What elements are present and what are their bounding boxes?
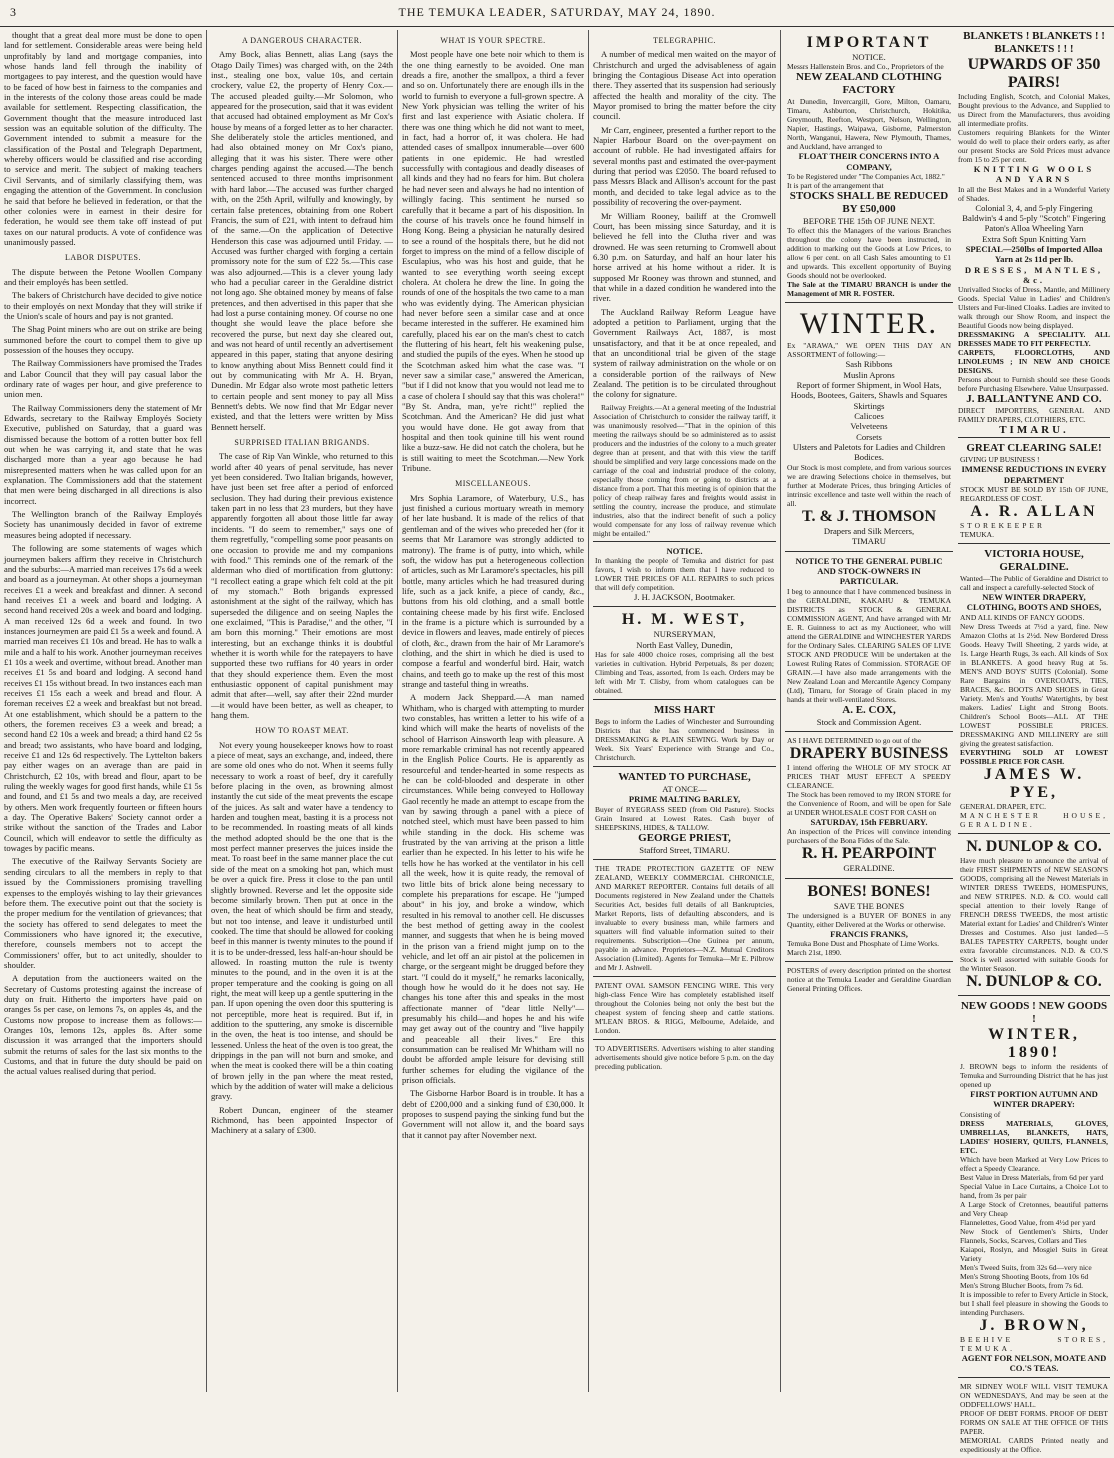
- ad-body: I intend offering the WHOLE OF MY STOCK AT PRICES THAT MUST EFFECT A SPEEDY CLEARANCE.: [787, 762, 951, 790]
- ad-title: WINTER, 1890!: [988, 1025, 1080, 1061]
- ad-body: Messrs Hallenstein Bros. and Co., Proprietors of the: [787, 62, 944, 72]
- ad-firm: A. R. ALLAN: [970, 503, 1098, 521]
- ad-west-nursery: [593, 606, 776, 699]
- ad-title: WINTER.: [799, 307, 939, 341]
- ad-body: MR SIDNEY WOLF WILL VISIT TEMUKA ON WEDNESDAYS, And may be seen at the ODDFELLOWS' HALL.: [960, 1382, 1108, 1410]
- ad-signature: J. H. JACKSON, Bootmaker.: [634, 592, 735, 603]
- paragraph: Robert Duncan, engineer of the steamer Richmond, has been appointed Inspector of Machinery at a salary of £300.: [211, 1104, 393, 1136]
- column-rule: [206, 30, 207, 1392]
- ad-subheading: KNITTING WOOLS AND YARNS: [973, 164, 1095, 185]
- ad-title: MISS HART: [653, 704, 716, 717]
- article-lead: thought that a great deal more must be done to open land for settlement. Considerable areas were being held unprofitably by land and mortgage companies, into whose hands land fell through the inability of mortgagees to pay interest, and the question would have to be faced of how best in fairness to the companies and in the interests of the colony those areas could be made available for settlement. Respecting classification, the Government thought that the measure introduced last session was an equitable solution of the difficulty. The Government intended to submit a measure for the classification of the Postal and Telegraph Department, whereby officers would be classified and rise according to service and merit. The subject of making teachers Civil Servants, and of similarly classifying them, was engaging the attention of the Government. In conclusion he said that before he believed in federation, or that the other colonies were in earnest in their desire for federation, he would see them take off instead of put taxes on our natural products. A vote of confidence was unanimously passed.: [4, 30, 202, 247]
- ad-name: FRANCIS FRANKS,: [830, 928, 908, 939]
- ad-body: EVERYTHING SOLD AT LOWEST POSSIBLE PRICE FOR CASH.: [960, 747, 1108, 766]
- column-3: [402, 30, 584, 1392]
- ad-hallenstein: [785, 30, 953, 302]
- ad-body: MEMORIAL CARDS Printed neatly and expeditiously at the Office.: [960, 1436, 1108, 1455]
- ad-title: VICTORIA HOUSE, GERALDINE.: [984, 548, 1084, 574]
- ad-heading: NOTICE.: [666, 545, 703, 556]
- ad-brown-beehive: [958, 995, 1110, 1377]
- ad-body: Buyer of RYEGRASS SEED (from Old Pasture). Stocks Grain Insured at Lowest Rates. Cash buyer of SHEEPSKINS, HIDES, & TALLOW.: [595, 804, 774, 832]
- ad-body: Unrivalled Stocks of Dress, Mantle, and Millinery Goods. Special Value in Ladies' and Children's Ulsters and Fur-lined Cloaks. Ladies are invited to walk through our Show Room, and inspect the Beautiful Goods now being displayed.: [958, 285, 1110, 331]
- ad-body: Has for sale 4000 choice roses, comprising all the best varieties in cultivation. Hybrid Perpetuals, 8s per dozen; Climbing and Teas, assorted, from 1s each. Orders may be left with Mr T. Clisby, from whom catalogues can be obtained.: [595, 650, 774, 696]
- ad-body: PROOF OF DEBT FORMS. PROOF OF DEBT FORMS ON SALE AT THE OFFICE OF THIS PAPER.: [960, 1409, 1108, 1437]
- ad-body: DRESSMAKING A SPECIALITY. ALL DRESSES MADE TO FIT PERFECTLY.: [958, 330, 1110, 349]
- ad-item: PRIME MALTING BARLEY,: [628, 794, 741, 805]
- ad-item: Flannelettes, Good Value, from 4½d per yard: [960, 1217, 1096, 1227]
- column-rule: [780, 30, 781, 1392]
- ad-body: Our Stock is most complete, and from various sources we are drawing Selections choice in themselves, but further at Moderate Prices, thus bringing Articles of intrinsic excellence and taste well within the reach of all.: [787, 462, 951, 508]
- ad-firm: J. BROWN,: [979, 1316, 1089, 1334]
- paragraph: Not every young housekeeper knows how to roast a piece of meat, says an exchange, and, indeed, there are some old ones who do not. When it seems fully necessary to work a roast of beef, dry it carefully before placing in the oven, as browning almost instantly the cut side of the meat prevents the escape of the juices. As salt and water have a tendency to harden and toughen meat, basting it is a process not to be recommended. In roasting meats of all kinds the method adopted should be the one that is the most perfect manner preserves the juices inside the meat. To roast beef in the same manner place the cut side of the meat on a smoking hot pan, which must be over a quick fire. Press it close to the pan until slightly browned. Reverse and let the opposite side become similarly brown. Then put at once in the oven, the heat of which should be firm and steady, but not too intense, and leave it undisturbed until cooked. The time that should be allowed for cooking beef in this manner is twenty minutes to the pound if it is to be under-dressed, less half-an-hour should be allowed. In roasting mutton the rule is twenty minutes to the pound, and in the oven it is at the proper temperature and the cooking is going on all right, the meat will keep up a gentle sputtering in the pan. If upon opening the oven door this sputtering is not perceptible, more heat is required. But if, in addition to the sputtering, any smoke is discernible in the oven, the heat is too intense, and should be lessened. Unless the heat of the oven is too great, the drippings in the pan will not burn and smoke, and when the meat is cooked there will be a thin coating of brown jelly in the pan where the meat rested, which by the addition of water will make a delicious gravy.: [211, 739, 393, 1102]
- paragraph: The Railway Commissioners have promised the Trades and Labor Council that they will pay casual labor the ordinary rate of wages per hour, and give preference to union men.: [4, 358, 202, 400]
- ad-body: Including English, Scotch, and Colonial Makes, Bought previous to the Advance, and Supplied to us Direct from the Manufacturers, thus avoiding all intermediate profits.: [958, 92, 1110, 128]
- ad-highlight: FLOAT THEIR CONCERNS INTO A COMPANY,: [798, 151, 940, 172]
- ad-title: GREAT CLEARING SALE!: [966, 442, 1102, 455]
- ad-subheading: AT ONCE—: [662, 784, 707, 795]
- ad-drapery-business: [785, 731, 953, 878]
- ad-firm: NEW ZEALAND CLOTHING FACTORY: [796, 71, 942, 97]
- masthead-title: THE TEMUKA LEADER, SATURDAY, MAY 24, 1890.: [398, 5, 716, 19]
- column-5: [785, 30, 953, 1392]
- ad-body: The undersigned is a BUYER OF BONES in any Quantity, either Delivered at the Works or otherwise.: [787, 910, 951, 929]
- ad-dunlop: [958, 833, 1110, 995]
- page-number: 3: [10, 5, 17, 19]
- ad-body: DRESS MATERIALS, GLOVES, UMBRELLAS, BLANKETS, HATS, LADIES' HOSIERY, QUILTS, FLANNELS, ETC.: [960, 1118, 1108, 1155]
- heading-spectre: WHAT IS YOUR SPECTRE.: [440, 36, 546, 45]
- ad-item: Muslin Aprons: [843, 369, 895, 380]
- ad-body: New Dress Tweeds at 7½d a yard, fine. New Amazon Cloths at 1s 2½d. New Bordered Dress Goods. Heavy Twill Sheeting, 2 yards wide, at 1s. Large Hearth Rugs, 3s each. All kinds of Sox in BLANKETS. A good heavy Rug at 5s. MEN'S AND BOYS' SUITS (Colonial). Some Rare Bargains in OVERCOATS, TIES, BRACES, &c. BOOTS AND SHOES in Great Variety. Men's and Youths' Watertights, by best makers. Ladies' Light and Strong Boots. Children's School Boots—ALL AT THE LOWEST POSSIBLE PRICES. DRESSMAKING AND MILLINERY are still giving the greatest satisfaction.: [960, 621, 1108, 748]
- paragraph: The executive of the Railway Servants Society are sending circulars to all the members in reply to that issued by the Commissioners promising travelling expenses to the employés wishing to lay their grievances before them. The executive point out that the society is the proper medium for the ventilation of grievances; that the society has offered to send delegates to meet the Commissioners who have ignored it; the executive, therefore, counsels members not to accept the Commissioners' offer, but to act unitedly, shoulder to shoulder.: [4, 856, 202, 970]
- paragraph: The case of Rip Van Winkle, who returned to this world after 40 years of penal servitude, has never yet been considered. Two Italian brigands, however, have just been set free after a period of enforced seclusion. They had during their previous existence taken part in no less that 23 murders, but they have apparently forgotten all about those little far away incidents. "I do seem to remember," says one of them regretfully, "compelling some poor peasants on one occasion to provide me and my companions with food." This reminds one of the remark of the alderman who died of mortification from gluttony: "I recollect eating a grape which felt cold at the pit of my stomach." Both brigands expressed astonishment at the sight of the railway, which has superseded the diligence and on seeing Naples the one exclaimed, "This is Paradise," and the other, "I am born this morning." Their emotions are most interesting, but an exchange thinks it is doubtful whether it is worth while for the ratepayers to have supported these two ruffians for 40 years in order that they should experience them. Even the most enthusiastic opponent of capital punishment may admit that after—well, say after their 22nd murder—it would have been better, as well as cheaper, to hang them.: [211, 451, 393, 720]
- ad-posters: [785, 961, 953, 997]
- paragraph: The Shag Point miners who are out on strike are being summoned before the court to compel them to give up possession of the houses they occupy.: [4, 324, 202, 355]
- column-rule: [397, 30, 398, 1392]
- heading-italian-brigands: SURPRISED ITALIAN BRIGANDS.: [234, 438, 370, 448]
- paragraph: The Wellington branch of the Railway Employés Society has unanimously decided in favor of extreme measures being adopted if necessary.: [4, 509, 202, 540]
- ad-item: Baldwin's 4 and 5-ply "Scotch" Fingering: [962, 213, 1106, 224]
- ad-title: BONES! BONES!: [807, 882, 931, 900]
- ad-subtitle: GIVING UP BUSINESS !: [960, 455, 1040, 465]
- ad-item: Special Value in Lace Curtains, a Choice Lot to hand, from 3s per pair: [960, 1181, 1108, 1200]
- ad-firm: N. DUNLOP & CO.: [966, 972, 1102, 990]
- ad-address: Temuka Bone Dust and Phosphate of Lime Works.: [787, 939, 940, 949]
- ad-subtitle: Drapers and Silk Mercers,: [823, 525, 915, 536]
- ad-fence-wire: [593, 976, 776, 1039]
- ad-item: New Stock of Gentlemen's Shirts, Under Flannels, Socks, Scarves, Collars and Ties: [960, 1226, 1108, 1245]
- ad-town: BEEHIVE STORES, TEMUKA.: [960, 1334, 1108, 1353]
- ad-firm: JAMES W. PYE,: [983, 765, 1085, 801]
- ad-item: Men's Tweed Suits, from 32s 6d—very nice: [960, 1262, 1092, 1272]
- ad-body: The Stock has been removed to my IRON STORE for the Convenience of Room, and will be open for Sale at UNDER WHOLESALE COST FOR CASH on: [787, 789, 951, 817]
- ad-town: MANCHESTER HOUSE, GERALDINE.: [960, 810, 1108, 829]
- ad-subtitle: NURSERYMAN,: [653, 629, 716, 640]
- ad-highlight: IMMENSE REDUCTIONS IN EVERY DEPARTMENT: [961, 464, 1107, 485]
- masthead: [0, 0, 1114, 27]
- ad-firm: T. & J. THOMSON: [801, 507, 937, 525]
- paragraph: Most people have one bete noir which to them is the one thing earnestly to be avoided. One man dreads a fire, another the smallpox, a third a fever and so on. Unfortunately there are enough ills in the world to furnish to everyone a full-grown spectre. A New York physician was telling the writer of his first and last experience with Asiatic cholera. If there was one thing which he did not want to meet, in fact, had a horror of, it was cholera. He had attended cases of smallpox innumerable—over 600 patients in one epidemic. He had wrestled successfully with contagious and deadly diseases of all kinds and they had no fears for him. But cholera he had never seen and always he had no intention of willingly facing. This sentiment he nursed so carefully that it became a part of his disposition. In the course of his travels once he found himself in Hong Kong. Being a physician he naturally desired to see a round of the hospitals there, but he did not forget to impress on the mind of a fellow disciple of Esculapius, who was his host and guide, that he wanted to see everything worth seeing except cholera. At cholera he drew the line. In going the rounds of one of the hospitals the two came to a man who was evidently dying. The American physician had never before seen a similar case and at once became interested in the sufferer. He examined him carefully, placed his ear on the man's chest to catch the fluttering of his heart, felt his weakening pulse, and studied the pupils of the eyes. When he stood up the Scotchman asked him what the case was. "I never saw a similar case," answered the American, "but if I did not know that you would not lead me to a case of cholera I should say that this was cholera!" "By St. Andra, man, ye're richt!" replied the Scotchman. And the American? He did just what you would have done. He got away from that hospital and then took quinine till his went round like a buzz-saw. He did not catch the cholera, but he is still waiting to meet the Scotchman.—New York Tribune.: [402, 49, 584, 474]
- ad-title: NEW GOODS ! NEW GOODS !: [960, 999, 1108, 1025]
- ad-date: SATURDAY, 15th FEBRUARY.: [810, 816, 928, 827]
- ad-item: Report of former Shipment, in Wool Hats, Hoods, Bootees, Gaiters, Shawls and Squares: [790, 380, 948, 401]
- ad-item: Kaiapoi, Roslyn, and Mosgiel Suits in Great Variety: [960, 1244, 1108, 1263]
- ad-miss-hart: [593, 699, 776, 766]
- ad-subtitle: NOTICE.: [852, 52, 886, 62]
- ad-body: Persons about to Furnish should see these Goods before Purchasing Elsewhere. Value Unsurpassed.: [958, 375, 1110, 394]
- ad-address: Stafford Street, TIMARU.: [639, 844, 730, 855]
- ad-trade-protection: [593, 859, 776, 976]
- ad-item: Velveteens: [850, 421, 888, 432]
- ad-firm: R. H. PEARPOINT: [801, 845, 937, 863]
- column-6: [958, 30, 1110, 1455]
- ad-subtitle: STOREKEEPER: [960, 521, 1045, 531]
- ad-item: Sash Ribbons: [845, 359, 893, 370]
- ad-body: Consisting of: [960, 1109, 1001, 1119]
- ad-town: GERALDINE.: [843, 863, 895, 874]
- ad-highlight: AGENT FOR NELSON, MOATE AND CO.'S TEAS.: [961, 1352, 1107, 1373]
- ad-body: THE TRADE PROTECTION GAZETTE OF NEW ZEALAND, WEEKLY COMMERCIAL CHRONICLE, AND MARKET REPORTER. Contains full details of all Documents registered in New Zealand under the Chattels Securities Act, besides full details of all Bankruptcies, Market Reports, lists of defaulting absconders, and is invaluable to every business man, while farmers and squatters will find valuable information suited to their requirements. Subscription—One Guinea per annum, payable in advance. Proprietors—N.Z. Mutual Creditors Association (Limited). Agents for Temuka—Mr E. Pilbrow and Mr J. Ashwell.: [595, 864, 774, 973]
- ad-body: It is impossible to refer to Every Article in Stock, but I shall feel pleasure in showing the Goods to intending Purchasers.: [960, 1289, 1108, 1317]
- ad-george-priest: [593, 766, 776, 859]
- ad-body: In thanking the people of Temuka and district for past favors, I wish to inform them that I have reduced to LOWER THE PRICES OF ALL REPAIRS to such prices that will defy competition.: [595, 556, 774, 593]
- ad-title: H. M. WEST,: [621, 611, 748, 629]
- ad-bones: [785, 878, 953, 962]
- ad-body: Ex "ARAWA," WE OPEN THIS DAY AN ASSORTMENT of following:—: [787, 341, 951, 360]
- heading-roast-meat: HOW TO ROAST MEAT.: [255, 726, 349, 736]
- ad-subheading: DRESSES, MANTLES, &c.: [964, 264, 1104, 286]
- column-4: [593, 30, 776, 1392]
- ad-body: Customers requiring Blankets for the Winter would do well to place their orders early, as after our present Stocks are Sold Prices must advance from 15 to 25 per cent.: [958, 128, 1110, 164]
- ad-date: BEFORE THE 15th OF JUNE NEXT.: [803, 216, 935, 227]
- ad-title: UPWARDS OF 350 PAIRS!: [967, 56, 1101, 91]
- ad-address: North East Valley, Dunedin,: [636, 639, 733, 650]
- paragraph: The following are some statements of wages which journeymen bakers affirm they receive in Christchurch and the suburbs:—A married man receives 17s 6d a week and board as a journeyman. At other shops a journeyman receives £1 a week and breakfast and dinner. A second hand receives £1 a week and board and lodging. A second hand received 20s a week and board and lodging. A man received 12s 6d a week and found. In two instances journeymen are paid £1 5s a week and found. A married man receives £1 10s and bread. He has to walk a mile and a half to his work. Another journeyman receives £1 10s a week and overtime, without bread. Another man receives £1 5s and board and lodging. A second hand receives £1 15s without bread. In two instances each man receives £1 15s each a week and bread and flour. A foreman receives £2 a week and breakfast but not bread. At one establishment, which should be a pattern to the others, the foremen receives £3 a week and bread; a second hand £2 10s a week and bread; a third hand £2 5s and bread; two assistants, who have board and lodging, receive £1 and 12s 6d respectively. The Lyttelton bakers pay either wages on an average than are paid in Christchurch, £2 10s, with bread and flour, apart to be ruling the weekly wages for good first hands, while £1 5s and found, and £1 5s and two meals a day, are received by others. Men work frequently fourteen or fifteen hours a day. The Operative Bakers' Society cannot order a strike without the sanction of the Trades and Labor Council, which will endeavor to settle the difficulty as towages by pacific means.: [4, 543, 202, 854]
- ad-body: In all the Best Makes and in a Wonderful Variety of Shades.: [958, 184, 1110, 203]
- paragraph: Amy Bock, alias Bennett, alias Lang (says the Otago Daily Times) was charged with, on the 24th inst., stealing one box, value 10s, and certain crockery, value £2, the property of Henry Cox.—The accused pleaded guilty.—Mr Solomon, who appeared for the prosecution, said that it was evident that accused had obtained employment as Mr Cox's house by means of a forged letter as to her character. She deliberately stole the articles mentioned, and had also obtained money on Mr Cox's piano, alleging that it was his sister. There were other charges pending against the accused.—The bench sentenced accused to three months imprisonment with hard labor.—The accused was further charged with, on the 25th April, wilfully and knowingly, by certain false pretences, obtaining from one Robert Francis, the sum of £21, with intent to defraud him of the same.—On the application of Detective Henderson this case was adjourned until Friday. —Accused was further charged with forging a certain promissory note for the sum of £22 5s.—This case was also adjourned.—This is a clever young lady who had a peculiar career in the Geraldine district not long ago. She obtained money by means of false pretences, and then advertised in this paper that she had lost a purse containing money. Of course no one thought she would leave the place before she recovered the purse, but next day she cleared out, and was not heard of until recently an advertisement appeared in this paper, stating that anyone desiring to know anything about Miss Bennett could find it out by communicating with Mr A. H. Bryan, Dunedin. Mr Edgar also wrote most pathetic letters to certain people and sent money to pay all Miss Bennett's debts. We now find that Mr Edgar never existed, and that the letters were written by Miss Bennett herself.: [211, 49, 393, 432]
- ad-title: A. E. COX,: [842, 703, 896, 716]
- ad-body: STOCK MUST BE SOLD BY 15th OF JUNE, REGARDLESS OF COST.: [960, 485, 1108, 504]
- column-1: [4, 30, 202, 1392]
- ad-item: Corsets: [856, 431, 882, 442]
- ad-title: GEORGE PRIEST,: [638, 831, 731, 844]
- ad-item: Paton's Alloa Wheeling Yarn: [984, 223, 1084, 234]
- ad-body: AND ALL KINDS OF FANCY GOODS.: [960, 612, 1085, 622]
- ad-heading: NOTICE TO THE GENERAL PUBLIC AND STOCK-OWNERS IN PARTICULAR.: [795, 555, 943, 587]
- ad-highlight: NEW WINTER DRAPERY, CLOTHING, BOOTS AND SHOES,: [966, 592, 1102, 613]
- ad-highlight: FIRST PORTION AUTUMN AND WINTER DRAPERY:: [970, 1088, 1098, 1110]
- ad-body: I beg to announce that I have commenced business in the GERALDINE, KAKAHU & TEMUKA DISTRICTS as STOCK & GENERAL COMMISSION AGENT, And have arranged with Mr E. R. Guinness to act as my Auctioneer, who will attend the GERALDINE and WINCHESTER YARDS for the Ordinary Sales. CLEARING SALES OF LIVE STOCK AND PRODUCE Will be undertaken at the Lowest Ruling Rates of Commission. STORAGE OF GRAIN.—I have also made arrangements with the New Zealand Loan and Mercantile Agency Company (Ltd), Timaru, for Storage of Grain placed in my hands at their well-ventilated Stores.: [787, 586, 951, 704]
- ad-highlight: STOCKS SHALL BE REDUCED BY £50,000: [789, 190, 949, 216]
- paragraph: A number of medical men waited on the mayor of Christchurch and urged the advisableness of again bringing the Contagious Disease Act into operation there. They asserted that its suspension had seriously affected the health and morality of the city. The Mayor promised to bring the matter before the city council.: [593, 49, 776, 122]
- paragraph: Mr William Rooney, bailiff at the Cromwell Court, has been missing since Saturday, and it is believed he fell into the Clutha river and was drowned. He was seen returning to Cromwell about 6.30 p.m. on Saturday, and half an hour later his horse arrived at his home without a rider. It is supposed Mr Rooney was thrown and stunned, and that while in a dazed condition he wandered into the river.: [593, 210, 776, 304]
- ad-body: The Sale at the TIMARU BRANCH is under the Management of MR R. FOSTER.: [787, 280, 951, 299]
- ad-body: Have much pleasure to announce the arrival of their FIRST SHIPMENTS of NEW SEASON'S GOODS, comprising all the Newest Materials in WINTER DRESS TWEEDS, HOMESPUNS, and NEW STRIPES. N.D. & CO. would call special attention to their lovely Range of FRENCH DRESS TWEEDS, the most artistic Material extant for Ladies' and Children's Winter Dresses and Costumes. Also just landed—5 BALES TAPESTRY CARPETS, bought under extra favorable circumstances. N.D. & CO.'S Stock is well assorted with suitable Goods for the Winter Season.: [960, 855, 1108, 973]
- railway-freights: Railway Freights.—At a general meeting of the Industrial Association of Christchurch to consider the railway tariff, it was unanimously resolved—"That in the opinion of this meeting the railways should be so administered as to assist producers and the industries of the colony to a much greater degree than at present, and that with this view the tariff should be simplified and very large concessions made on the carriage of the coal and industrial produce of the colony, especially those coming from or going to districts at a distance from a port. That this meeting is of opinion that the policy of cheap railway fares and freights would assist in settling the country, increase the produce, and stimulate industries, also that the indirect benefit of such a policy would compensate for any loss of railway revenue which might be entailed.": [593, 402, 776, 538]
- heading-miscellaneous: MISCELLANEOUS.: [455, 479, 531, 489]
- ad-body: AS I HAVE DETERMINED to go out of the: [787, 735, 922, 745]
- ad-item: Calicoes: [854, 411, 884, 422]
- ad-heading: WANTED TO PURCHASE,: [618, 771, 751, 784]
- ad-date: March 21st, 1890.: [787, 948, 842, 958]
- paragraph: The bakers of Christchurch have decided to give notice to their employés on next Monday that they will strike if the Union's scale of hours and pay is not granted.: [4, 290, 202, 321]
- paragraph: The Railway Commissioners deny the statement of Mr Edwards, secretary to the Railway Employés Society Executive, published on Saturday, that a guard was dismissed because the bottom of a rotten butter box fell out when he was carrying it, and state that he was discharged more than a year ago because he had misrepresented matters when he was called upon for an explanation. The Commissioners add that the statement that men were being discharged in all directions is also incorrect.: [4, 402, 202, 506]
- ad-title: DRAPERY BUSINESS: [789, 744, 949, 762]
- ad-body: It is part of the arrangement that: [787, 181, 884, 191]
- ad-title: IMPORTANT: [806, 34, 932, 51]
- ad-body: CARPETS, FLOORCLOTHS, AND LINOLEUMS ; IN NEW AND CHOICE DESIGNS.: [958, 348, 1110, 376]
- ad-body: POSTERS of every description printed on the shortest notice at the Temuka Leader and Geraldine Guardian General Printing Offices.: [787, 966, 951, 994]
- paragraph: Mr Carr, engineer, presented a further report to the Napier Harbour Board on the over-payment on account of rubble. He had investigated affairs for several months past and estimated the over-payment during that period was £2050. The board refused to pass Messrs Black and Allison's account for the past month, and decided to take legal advice as to the possibility of recovering the over-payment.: [593, 124, 776, 208]
- ad-body: An inspection of the Prices will convince intending purchasers of the Bona Fides of the Sale.: [787, 827, 951, 846]
- ad-subtitle: GENERAL DRAPER, ETC.: [960, 801, 1046, 811]
- ad-body: To effect this the Managers of the various Branches throughout the colony have been instructed, in addition to marking out the Goods at Low Prices, to allow 6 per cent. on all Cash Sales amounting to £1 and upwards. This excellent opportunity of Buying Goods should not be overlooked.: [787, 226, 951, 281]
- ad-item: Extra Soft Spun Knitting Yarn: [982, 233, 1086, 244]
- heading-telegraphic: TELEGRAPHIC.: [653, 36, 716, 45]
- ad-town: TEMUKA.: [960, 530, 994, 540]
- ad-body: TO ADVERTISERS. Advertisers wishing to alter standing advertisements should give notice before 5 p.m. on the day preceding publication.: [595, 1044, 774, 1072]
- ad-town: TIMARU.: [999, 424, 1069, 437]
- ad-body: At Dunedin, Invercargill, Gore, Milton, Oamaru, Timaru, Ashburton, Christchurch, Hokitika, Greymouth, Reefton, Westport, Nelson, Wellington, Napier, Hastings, Waipawa, Gisborne, Palmerston North, Wanganui, Hawera, New Plymouth, Thames, and Auckland, have arranged to: [787, 97, 951, 152]
- ad-special: SPECIAL—250lbs of Imported Alloa Yarn at 2s 11d per lb.: [965, 244, 1103, 265]
- heading-dangerous-character: A DANGEROUS CHARACTER.: [241, 36, 363, 45]
- column-2: [211, 30, 393, 1392]
- ad-item: Skirtings: [853, 400, 885, 411]
- ad-jackson-notice: [593, 541, 776, 607]
- ad-item: Men's Strong Shooting Boots, from 10s 6d: [960, 1271, 1089, 1281]
- ad-winter-thomson: [785, 302, 953, 550]
- paragraph: A modern Jack Sheppard.—A man named Whitham, who is charged with attempting to murder two constables, has written a letter to his wife of a kind which will make the hearts of novelists of the school of Harrison Ainsworth leap with pleasure. A more remarkable criminal has not recently appeared in the English Police Courts. He is apparently as resourceful and tender-hearted in some respects as he can be cold-blooded and desperate in other circumstances. While being conveyed to Holloway Gaol recently he made an attempt to escape from the van by sawing through a panel with a piece of notched steel, which must have been passed to him while standing in the dock. His scheme was frustrated by the van arriving at the prison a little earlier than he expected. In his letter to his wife he tells how he has worked at the ventilator in his cell all the week, how it is quite ready, the removal of two little bits of brick alone being necessary to complete his preparations for escape. He "jumped about" in his joy, and broke a window, which resulted in his removal to another cell. He discusses the best method of getting away in the coolest manner, and suggests that when he is being moved in the prison van a friend might jump on to the vehicle, and let off an air pistol at the policemen in charge, or the sergeant might be drugged before they start. "I could do it myself," he remarks laconically, though how he would do it he does not say. He changes his tone after this and speaks in the most affectionate manner of "dear little Nelly"—presumably his child—and hopes he and his wife may get away out of the country and "live happily and peaceable all their lives." Ere this consummation can be realised Mr Whitham will no doubt be afforded ample leisure for devising still further schemes for eluding the vigilance of the prison officials.: [402, 692, 584, 1086]
- ad-body: Which have been Marked at Very Low Prices to effect a Speedy Clearance.: [960, 1154, 1108, 1173]
- ad-item: Bodices.: [854, 452, 884, 463]
- ad-body: Wanted—The Public of Geraldine and District to call and inspect a carefully-selected Stock of: [960, 574, 1108, 593]
- ad-body: PATENT OVAL SAMSON FENCING WIRE. This very high-class Fence Wire has completely established itself throughout the Colonies being not only the best but the cheapest system of fencing sheep and cattle stations. M'LEAN BROS. & RIGG, Melbourne, Adelaide, and London.: [595, 981, 774, 1036]
- ad-item: A Large Stock of Cretonnes, beautiful patterns and Very Cheap: [960, 1199, 1108, 1218]
- ad-town: TIMARU: [852, 536, 886, 547]
- column-rule: [588, 30, 589, 1392]
- ad-advertisers: [593, 1039, 776, 1075]
- ad-item: Colonial 3, 4, and 5-ply Fingering: [975, 202, 1093, 213]
- ad-firm: N. DUNLOP & CO.: [966, 837, 1102, 855]
- ad-firm: J. BALLANTYNE AND CO.: [966, 393, 1102, 406]
- ad-body: Begs to inform the Ladies of Winchester and Surrounding Districts that she has commenced business in DRESSMAKING & PLAIN SEWING. Work by Day or Week. Six Years' Experience with Strange and Co., Christchurch.: [595, 717, 774, 763]
- ad-item: Men's Strong Blucher Boots, from 7s 6d.: [960, 1280, 1084, 1290]
- ad-item: Best Value in Dress Materials, from 6d per yard: [960, 1172, 1104, 1182]
- ad-subtitle: Stock and Commission Agent.: [816, 716, 922, 727]
- ad-body: J. BROWN begs to inform the residents of Temuka and Surrounding District that he has just opened up: [960, 1061, 1108, 1089]
- paragraph: A deputation from the auctioneers waited on the Secretary of Customs protesting against the increase of duty on fruit. Hitherto the importers have paid on oranges 5s per case, on lemons 7s, on apples 4s, and the Customs now propose to increase them as follows:—Oranges 10s, lemons 12s, apples 8s. After some discussion it was arranged that the importers should submit the returns of sales for the last six months to the Customs, and that in future the duty should be paid on the actual values realised during that period.: [4, 973, 202, 1077]
- heading-labor-disputes: LABOR DISPUTES.: [65, 253, 141, 263]
- ad-small-notices: [958, 1377, 1110, 1458]
- ad-subtitle: SAVE THE BONES: [833, 900, 905, 911]
- ad-allan-clearing: [958, 437, 1110, 543]
- ad-body: To be Registered under "The Companies Act, 1882.": [787, 172, 945, 182]
- ad-subtitle: DIRECT IMPORTERS, GENERAL AND FAMILY DRAPERS, CLOTHIERS, ETC.: [958, 406, 1110, 425]
- ad-blankets-heading: BLANKETS ! BLANKETS ! ! BLANKETS ! ! !: [963, 30, 1105, 55]
- ad-cox-stock-agent: [785, 551, 953, 731]
- paragraph: The Gisborne Harbor Board is in trouble. It has a debt of £200,000 and a sinking fund of £30,000. It proposes to suspend paying the sinking fund but the Government will not allow it, and the board says that it cannot pay after November next.: [402, 1088, 584, 1140]
- paragraph: The Auckland Railway Reform League have adopted a petition to Parliament, urging that the Government Railways Act, 1887, is most unsatisfactory, and that it be at once repealed, and that an unconditional trial be given of the stage system of railway administration on the whole or on a considerable portion of the railways of New Zealand. The petition is to be circulated throughout the colony for signature.: [593, 306, 776, 400]
- paragraph: The dispute between the Petone Woollen Company and their employés has been settled.: [4, 266, 202, 287]
- ad-item: Ulsters and Paletots for Ladies and Children: [792, 442, 946, 453]
- ad-victoria-house: [958, 543, 1110, 833]
- paragraph: Mrs Sophia Laramore, of Waterbury, U.S., has just finished a curious mortuary wreath in memory of her late husband. It is made of the relics of that gentleman and of the wives who preceded her (for it seems that Mr Laramore was strongly addicted to matrony). The frame is of putty, into which, while soft, the widow has put a heterogeneous collection of articles, such as Mr Laramore's spectacles, his pill bottle, many articles which he had treasured during life, such as a jack knife, a piece of candy, &c., buttons from his old clothing, and a small bottle containing cheese made by his first wife. Enclosed in the frame is a picture which is surrounded by a device in flowers and leaves, made entirely of pieces of cloth, &c., drawn from the hair of Mr Laramore's clothing, and the shirt in which he died is used to compose a fearful and wonderful bird. Hair, watch chains, and teeth go to make up the rest of this most strange and tasteful thing in wreaths.: [402, 492, 584, 689]
